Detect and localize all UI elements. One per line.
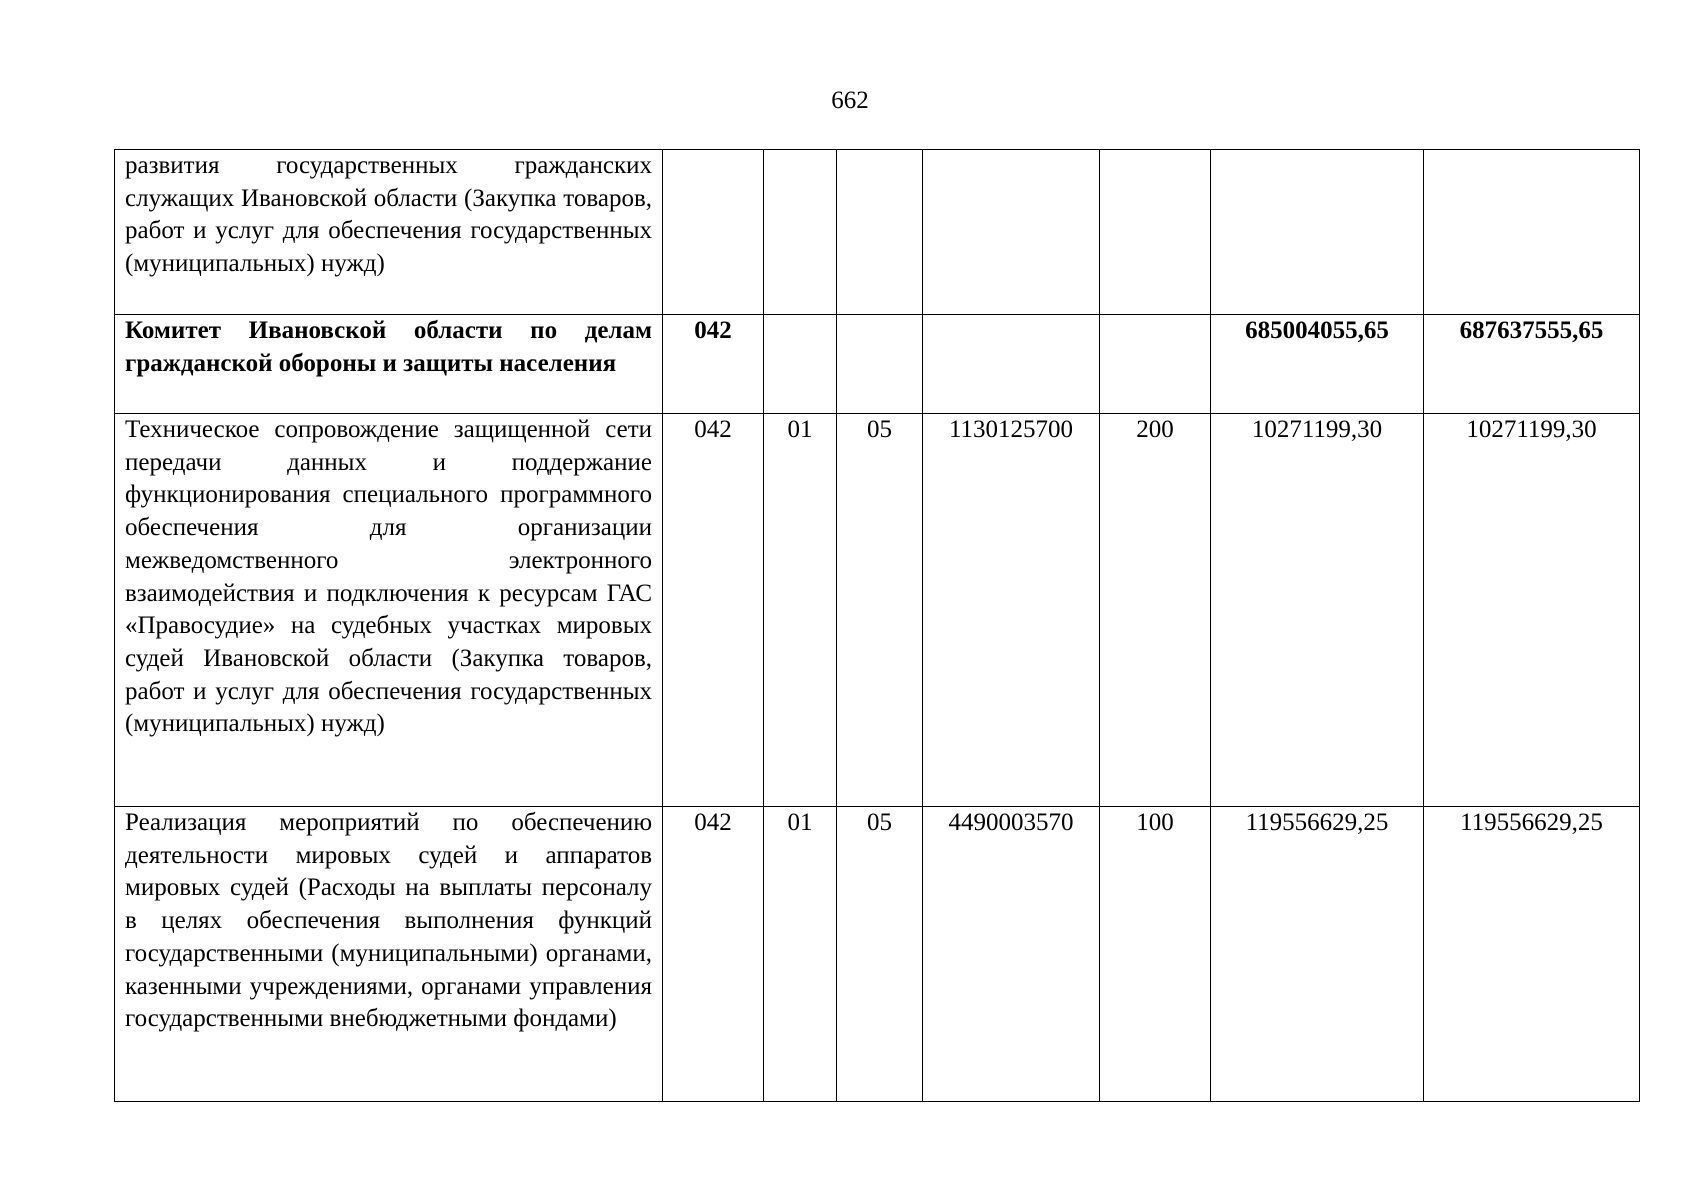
expense-type-code (1100, 150, 1211, 315)
target-article-code: 4490003570 (923, 807, 1100, 1102)
subsection-code (837, 315, 923, 414)
table-row (115, 150, 1640, 315)
section-code: 01 (764, 414, 837, 807)
sum-year-2: 119556629,25 (1424, 807, 1640, 1102)
row-description: Комитет Ивановской области по делам гражданской обороны и защиты населения (115, 315, 663, 414)
section-code: 01 (764, 807, 837, 1102)
sum-year-1: 119556629,25 (1211, 807, 1424, 1102)
budget-table (114, 149, 1640, 1102)
sum-year-2: 687637555,65 (1424, 315, 1640, 414)
table-row (115, 807, 1640, 1102)
sum-year-1 (1211, 150, 1424, 315)
target-article-code: 1130125700 (923, 414, 1100, 807)
table-row (115, 315, 1640, 414)
row-description: Реализация мероприятий по обеспечению деятельности мировых судей и аппаратов мировых судей (Расходы на выплаты персоналу в целях обеспечения выполнения функций государственными (муниципальными) органами, казенными учреждениями, органами управления государственными внебюджетными фондами) (115, 807, 663, 1102)
subsection-code (837, 150, 923, 315)
sum-year-1: 10271199,30 (1211, 414, 1424, 807)
sum-year-2: 10271199,30 (1424, 414, 1640, 807)
subsection-code: 05 (837, 414, 923, 807)
table-row (115, 414, 1640, 807)
row-description: развития государственных гражданских служащих Ивановской области (Закупка товаров, работ и услуг для обеспечения государственных (муниципальных) нужд) (115, 150, 663, 315)
subsection-code: 05 (837, 807, 923, 1102)
section-code (764, 150, 837, 315)
target-article-code (923, 150, 1100, 315)
target-article-code (923, 315, 1100, 414)
ministry-code: 042 (663, 807, 764, 1102)
sum-year-2 (1424, 150, 1640, 315)
section-code (764, 315, 837, 414)
sum-year-1: 685004055,65 (1211, 315, 1424, 414)
expense-type-code (1100, 315, 1211, 414)
expense-type-code: 200 (1100, 414, 1211, 807)
ministry-code: 042 (663, 315, 764, 414)
ministry-code: 042 (663, 414, 764, 807)
row-description: Техническое сопровождение защищенной сети передачи данных и поддержание функционирования специального программного обеспечения для организации межведомственного электронного взаимодействия и подключения к ресурсам ГАС «Правосудие» на судебных участках мировых судей Ивановской области (Закупка товаров, работ и услуг для обеспечения государственных (муниципальных) нужд) (115, 414, 663, 807)
page-number: 662 (831, 87, 869, 114)
expense-type-code: 100 (1100, 807, 1211, 1102)
ministry-code (663, 150, 764, 315)
